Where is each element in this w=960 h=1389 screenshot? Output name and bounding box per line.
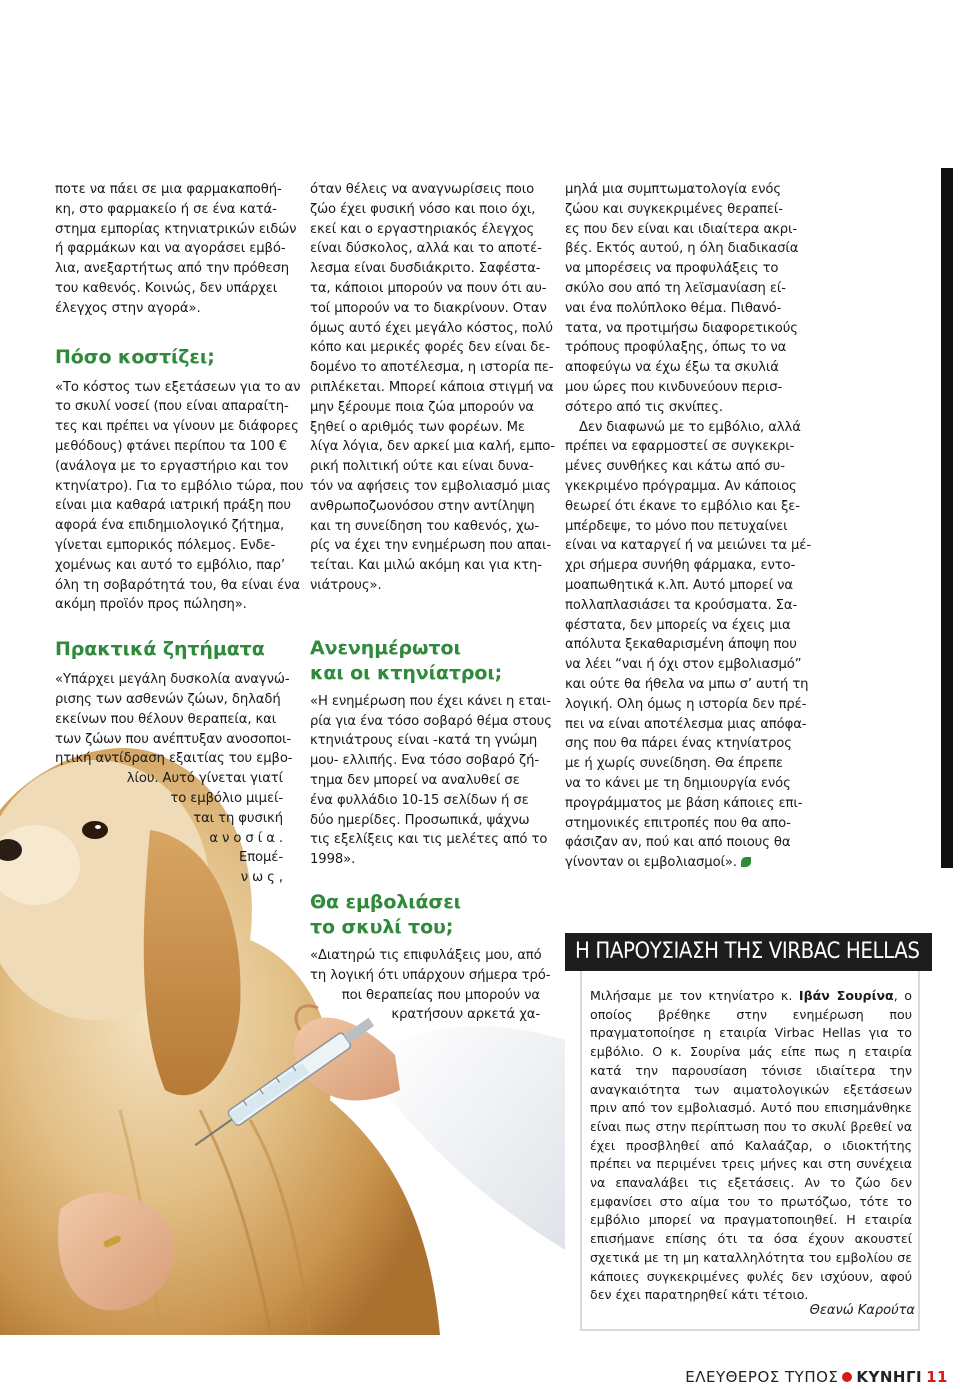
text-line: ται τη φυσική xyxy=(193,810,283,826)
heading-practical: Πρακτικά ζητήματα xyxy=(55,638,265,661)
text-line: στημονικές επιτροπές που θα απο- xyxy=(565,815,791,831)
text-line: ες που δεν είναι και ιδιαίτερα ακρι- xyxy=(565,221,797,237)
col1-para-practical-wrap xyxy=(55,769,283,888)
col1-intro xyxy=(55,180,297,319)
signature: Θεανώ Καρούτα xyxy=(809,1303,915,1318)
text-line: μου ώρες που κινδυνεύουν περισ- xyxy=(565,379,783,395)
text-line: ναι ένα πολύπλοκο θέμα. Πιθανό- xyxy=(565,300,782,316)
text-line: ποτε να πάει σε μια φαρμακαποθή- xyxy=(55,182,282,197)
text-line: ρισης των ασθενών ζώων, δηλαδή xyxy=(55,691,281,707)
col2-para-vaccinate xyxy=(310,946,551,1025)
sidebar-text-before: Μιλήσαμε με τον κτηνίατρο κ. xyxy=(590,988,799,1003)
text-line: φάσιζαν αν, πού και από ποιους θα xyxy=(565,835,791,851)
text-line: μένες συνθήκες και κάτω από συ- xyxy=(565,459,785,475)
text-line: τις εξελίξεις και τις μελέτες από το xyxy=(310,832,548,848)
text-line: κη, στο φαρμακείο ή σε ένα κατά- xyxy=(55,201,277,217)
text-line: να το κάνει με τη δημιουργία ενός xyxy=(565,775,791,791)
text-line: μην ξέρουμε ποια ζώα μπορούν να xyxy=(310,399,535,415)
text-line: κόπο και μερικές φορές δεν είναι δε- xyxy=(310,340,550,356)
text-line: όλη τη σοβαρότητά του, θα είναι ένα xyxy=(55,577,300,593)
heading-vaccinate-line1: Θα εμβολιάσει xyxy=(310,890,461,913)
text-line: χρι σήμερα συνήθη φάρμακα, εντο- xyxy=(565,558,796,574)
page-footer xyxy=(685,1368,948,1386)
page-edge-bar xyxy=(941,168,953,868)
text-line: όταν θέλεις να αναγνωρίσεις ποιο xyxy=(310,182,535,197)
text-line: ζώο έχει φυσική νόσο και ποιο όχι, xyxy=(310,201,536,217)
text-line: γίνονταν οι εμβολιασμοί». xyxy=(565,853,791,873)
text-line: τοί μπορούν να το διακρίνουν. Οταν xyxy=(310,300,547,316)
text-line: το σκυλί νοσεί (που είναι απαραίτη- xyxy=(55,399,289,415)
text-line: όμως αυτό έχει μεγάλο κόστος, πολύ xyxy=(310,320,553,336)
text-line: κτηνιάτρους είναι -κατά τη γνώμη xyxy=(310,733,538,749)
text-line: το εμβόλιο μιμεί- xyxy=(170,790,283,806)
sidebar-title: Η ΠΑΡΟΥΣΙΑΣΗ ΤΗΣ VIRBAC HELLAS xyxy=(565,933,932,971)
text-line: θεωρεί ότι έκανε το εμβόλιο και ξε- xyxy=(565,498,800,514)
text-line: έλεγχος στην αγορά». xyxy=(55,300,201,316)
text-line: ν ω ς , xyxy=(240,870,283,886)
text-line: είναι μια καθαρά ιατρική πράξη που xyxy=(55,498,291,514)
text-line: είναι να καταργεί ή να μειώνει τα μέ- xyxy=(565,538,811,554)
text-line: λεσμα είναι δυσδιάκριτο. Σαφέστα- xyxy=(310,261,541,277)
col2-para-uninformed xyxy=(310,692,552,870)
text-line: γκεκριμένο πρόγραμμα. Αν κάποιος xyxy=(565,478,797,494)
text-line: σκύλο σου από τη λεϊσμανίαση εί- xyxy=(565,280,786,296)
text-line: και ούτε θα ήθελα να μπω σ’ αυτή τη xyxy=(565,676,809,692)
text-line: ριπλέκεται. Μπορεί κάποια στιγμή να xyxy=(310,379,554,395)
col3-para-1 xyxy=(565,180,799,418)
heading-cost: Πόσο κοστίζει; xyxy=(55,345,215,368)
text-line: ρίς να έχει την ενημέρωση που απαι- xyxy=(310,538,551,554)
heading-uninformed xyxy=(310,636,540,686)
text-line: εκεί και ο εργαστηριακός έλεγχος xyxy=(310,221,535,237)
text-line: κρατήσουν αρκετά χα- xyxy=(391,1007,540,1023)
sidebar-text-after: , ο οποίος βρέθηκε στην ενημέρωση που πραγματοποίησε η εταιρία Virbac Hellas για το εμβόλιο. Ο κ. Σουρίνα μάς είπε πως η εταιρία κατά την παρουσίαση τόνισε ιδιαίτερα την αναγκαιότητα των αιματολογικών εξετάσεων πριν από τον εμβολιασμό. Αυτό που επισημάνθηκε είναι πως στην περίπτωση που το σκυλί βρεθεί να έχει προσβληθεί από Καλαάζαρ, ο ιδιοκτήτης πρέπει να περιμένει τρεις μήνες και στη συνέχεια να επαναλάβει τις εξετάσεις. Αν το ζώο δεν εμφανίσει στο αίμα του το πρωτόζωο, τότε το εμβόλιο μπορεί να πραγματοποιηθεί. Η εταιρία επισήμανε επίσης ότι τα όσα έχουν ακουστεί σχετικά με τη μη καταλληλότητα του εμβολίου σε κάποιες συγκεκριμένες φυλές δεν ισχύουν, αφού δεν έχει παρατηρηθεί κάτι τέτοιο. xyxy=(590,988,912,1303)
text-line: προγράμματος με βάση κάποιες επι- xyxy=(565,795,803,811)
col2-intro xyxy=(310,180,555,596)
text-line: σότερο από τις σκνίπες. xyxy=(565,399,724,415)
text-line: να λέει “ναι ή όχι στον εμβολιασμό” xyxy=(565,657,802,673)
text-line: τες και πρέπει να γίνουν με διάφορες xyxy=(55,419,299,435)
text-line: λίου. Αυτό γίνεται γιατί xyxy=(126,771,283,787)
text-line: 1998». xyxy=(310,852,356,868)
text-line: χομένως και αυτό το εμβόλιο, παρ’ xyxy=(55,557,286,573)
text-line: τείται. Και μιλώ ακόμη και για κτη- xyxy=(310,558,542,574)
text-line: τη λογική ότι υπάρχουν σήμερα τρό- xyxy=(310,967,551,983)
column-1 xyxy=(55,180,304,888)
text-line: ακόμη προϊόν προς πώληση». xyxy=(55,597,247,613)
text-line: νιάτρους». xyxy=(310,577,382,593)
text-line: μου- ελλιπής. Ενα τόσο σοβαρό ζή- xyxy=(310,753,540,769)
text-line: των ζώων που ανέπτυξαν ανοσοποι- xyxy=(55,731,292,747)
heading-uninformed-line2: και οι κτηνίατροι; xyxy=(310,661,503,684)
col1-para-practical xyxy=(55,670,293,769)
col1-para-cost xyxy=(55,378,304,616)
text-line: βές. Εκτός αυτού, η όλη διαδικασία xyxy=(565,241,799,257)
text-line: ητική αντίδραση εξαιτίας του εμβο- xyxy=(55,751,293,767)
end-mark-icon xyxy=(741,857,751,867)
text-line: «Το κόστος των εξετάσεων για το αν xyxy=(55,379,301,395)
footer-publication: ΕΛΕΥΘΕΡΟΣ ΤΥΠΟΣ xyxy=(685,1368,839,1386)
text-line: σης που θα πάρει ένας κτηνίατρος xyxy=(565,736,792,752)
text-line: λίγα λόγια, δεν αρκεί μια καλή, εμπο- xyxy=(310,439,555,455)
text-line: μηλά μια συμπτωματολογία ενός xyxy=(565,182,781,197)
text-line: τόν να αφήσεις τον εμβολιασμό μιας xyxy=(310,478,551,494)
text-line: ποι θεραπείας που μπορούν να xyxy=(341,987,540,1003)
footer-section: ΚΥΝΗΓΙ xyxy=(856,1368,923,1386)
text-line: αποφεύγω να έχω έξω τα σκυλιά xyxy=(565,360,779,376)
text-line: γίνεται εμπορικός πόλεμος. Ενδε- xyxy=(55,537,276,553)
text-line: τα, κάποιοι μπορούν να πουν ότι αυ- xyxy=(310,280,547,296)
heading-vaccinate-line2: το σκυλί του; xyxy=(310,915,454,938)
text-line: πολλαπλασιάσει τα κρούσματα. Σα- xyxy=(565,597,798,613)
text-line: πει να είναι αποτέλεσμα μιας απόφα- xyxy=(565,716,807,732)
text-line: μεθόδους) φτάνει περίπου τα 100 € xyxy=(55,438,287,454)
text-line: στημα εμπορίας κτηνιατρικών ειδών xyxy=(55,221,297,237)
text-line: ρική πολιτική ούτε και είναι δυνα- xyxy=(310,459,534,475)
text-line: ξηθεί ο αριθμός των φορέων. Με xyxy=(310,419,525,435)
text-line: τρόπους προφύλαξης, όπως το να xyxy=(565,340,787,356)
text-line: μπέρδεψε, το μόνο που πετυχαίνει xyxy=(565,518,788,534)
text-line: ζώου και συγκεκριμένες θεραπεί- xyxy=(565,201,783,217)
text-line: λογική. Ολη όμως η ιστορία δεν πρέ- xyxy=(565,696,807,712)
text-line: δομένο το αποτέλεσμα, η ιστορία πε- xyxy=(310,360,554,376)
text-line: του καθενός. Κοινώς, δεν υπάρχει xyxy=(55,280,278,296)
column-3 xyxy=(565,180,811,873)
text-line: λια, ανεξαρτήτως από την πρόθεση xyxy=(55,261,290,277)
text-line: «Η ενημέρωση που έχει κάνει η εται- xyxy=(310,693,551,709)
column-2 xyxy=(310,180,555,1025)
text-line: ανθρωποζωονόσου στην αντίληψη xyxy=(310,498,535,514)
text-line: «Υπάρχει μεγάλη δυσκολία αναγνώ- xyxy=(55,672,290,688)
text-line: τατα, να προτιμήσω διαφορετικούς xyxy=(565,320,798,336)
text-line: με ή χωρίς συνείδηση. Θα έπρεπε xyxy=(565,756,783,772)
text-line: κτηνίατρο). Για το εμβόλιο τώρα, που xyxy=(55,478,304,494)
sidebar-name: Ιβάν Σουρίνα xyxy=(798,988,894,1003)
text-line: και τη συνείδηση του καθενός, χω- xyxy=(310,518,540,534)
text-line: δύο ημερίδες. Προσωπικά, ψάχνω xyxy=(310,812,530,828)
text-line: απόλυτα ξεκαθαρισμένη άποψη που xyxy=(565,637,797,653)
top-margin xyxy=(0,0,960,160)
heading-uninformed-line1: Ανενημέρωτοι xyxy=(310,636,461,659)
text-line: α ν ο σ ί α . xyxy=(209,830,283,846)
text-line: μοαπωθητικά κ.λπ. Αυτό μπορεί να xyxy=(565,577,793,593)
text-line: τημα δεν μπορεί να αναλυθεί σε xyxy=(310,772,520,788)
sidebar-text xyxy=(590,987,912,1305)
heading-vaccinate xyxy=(310,890,540,940)
col3-para-2 xyxy=(565,418,811,873)
text-line: Δεν διαφωνώ με το εμβόλιο, αλλά xyxy=(579,419,801,435)
text-line: εκείνων που θέλουν θεραπεία, και xyxy=(55,711,277,727)
text-line: Επομέ- xyxy=(238,850,283,866)
text-line: (ανάλογα με το εργαστήριο και τον xyxy=(55,458,289,474)
text-line: ρία για ένα τόσο σοβαρό θέμα στους xyxy=(310,713,552,729)
footer-dot-icon xyxy=(842,1372,852,1382)
text-line: να μπορέσεις να προφυλάξεις το xyxy=(565,261,779,277)
text-line: είναι δύσκολος, αλλά και το αποτέ- xyxy=(310,241,542,257)
text-line: ή φαρμάκων και να αγοράσει εμβό- xyxy=(55,241,286,257)
text-line: πρέπει να εφαρμοστεί σε συγκεκρι- xyxy=(565,439,795,455)
page-number: 11 xyxy=(926,1368,948,1386)
text-line: «Διατηρώ τις επιφυλάξεις μου, από xyxy=(310,947,542,963)
text-line: αφορά ένα επιδημιολογικό ζήτημα, xyxy=(55,518,285,534)
text-line: φέστατα, δεν μπορείς να έχεις μια xyxy=(565,617,791,633)
text-line: ένα φυλλάδιο 10-15 σελίδων ή σε xyxy=(310,792,529,808)
